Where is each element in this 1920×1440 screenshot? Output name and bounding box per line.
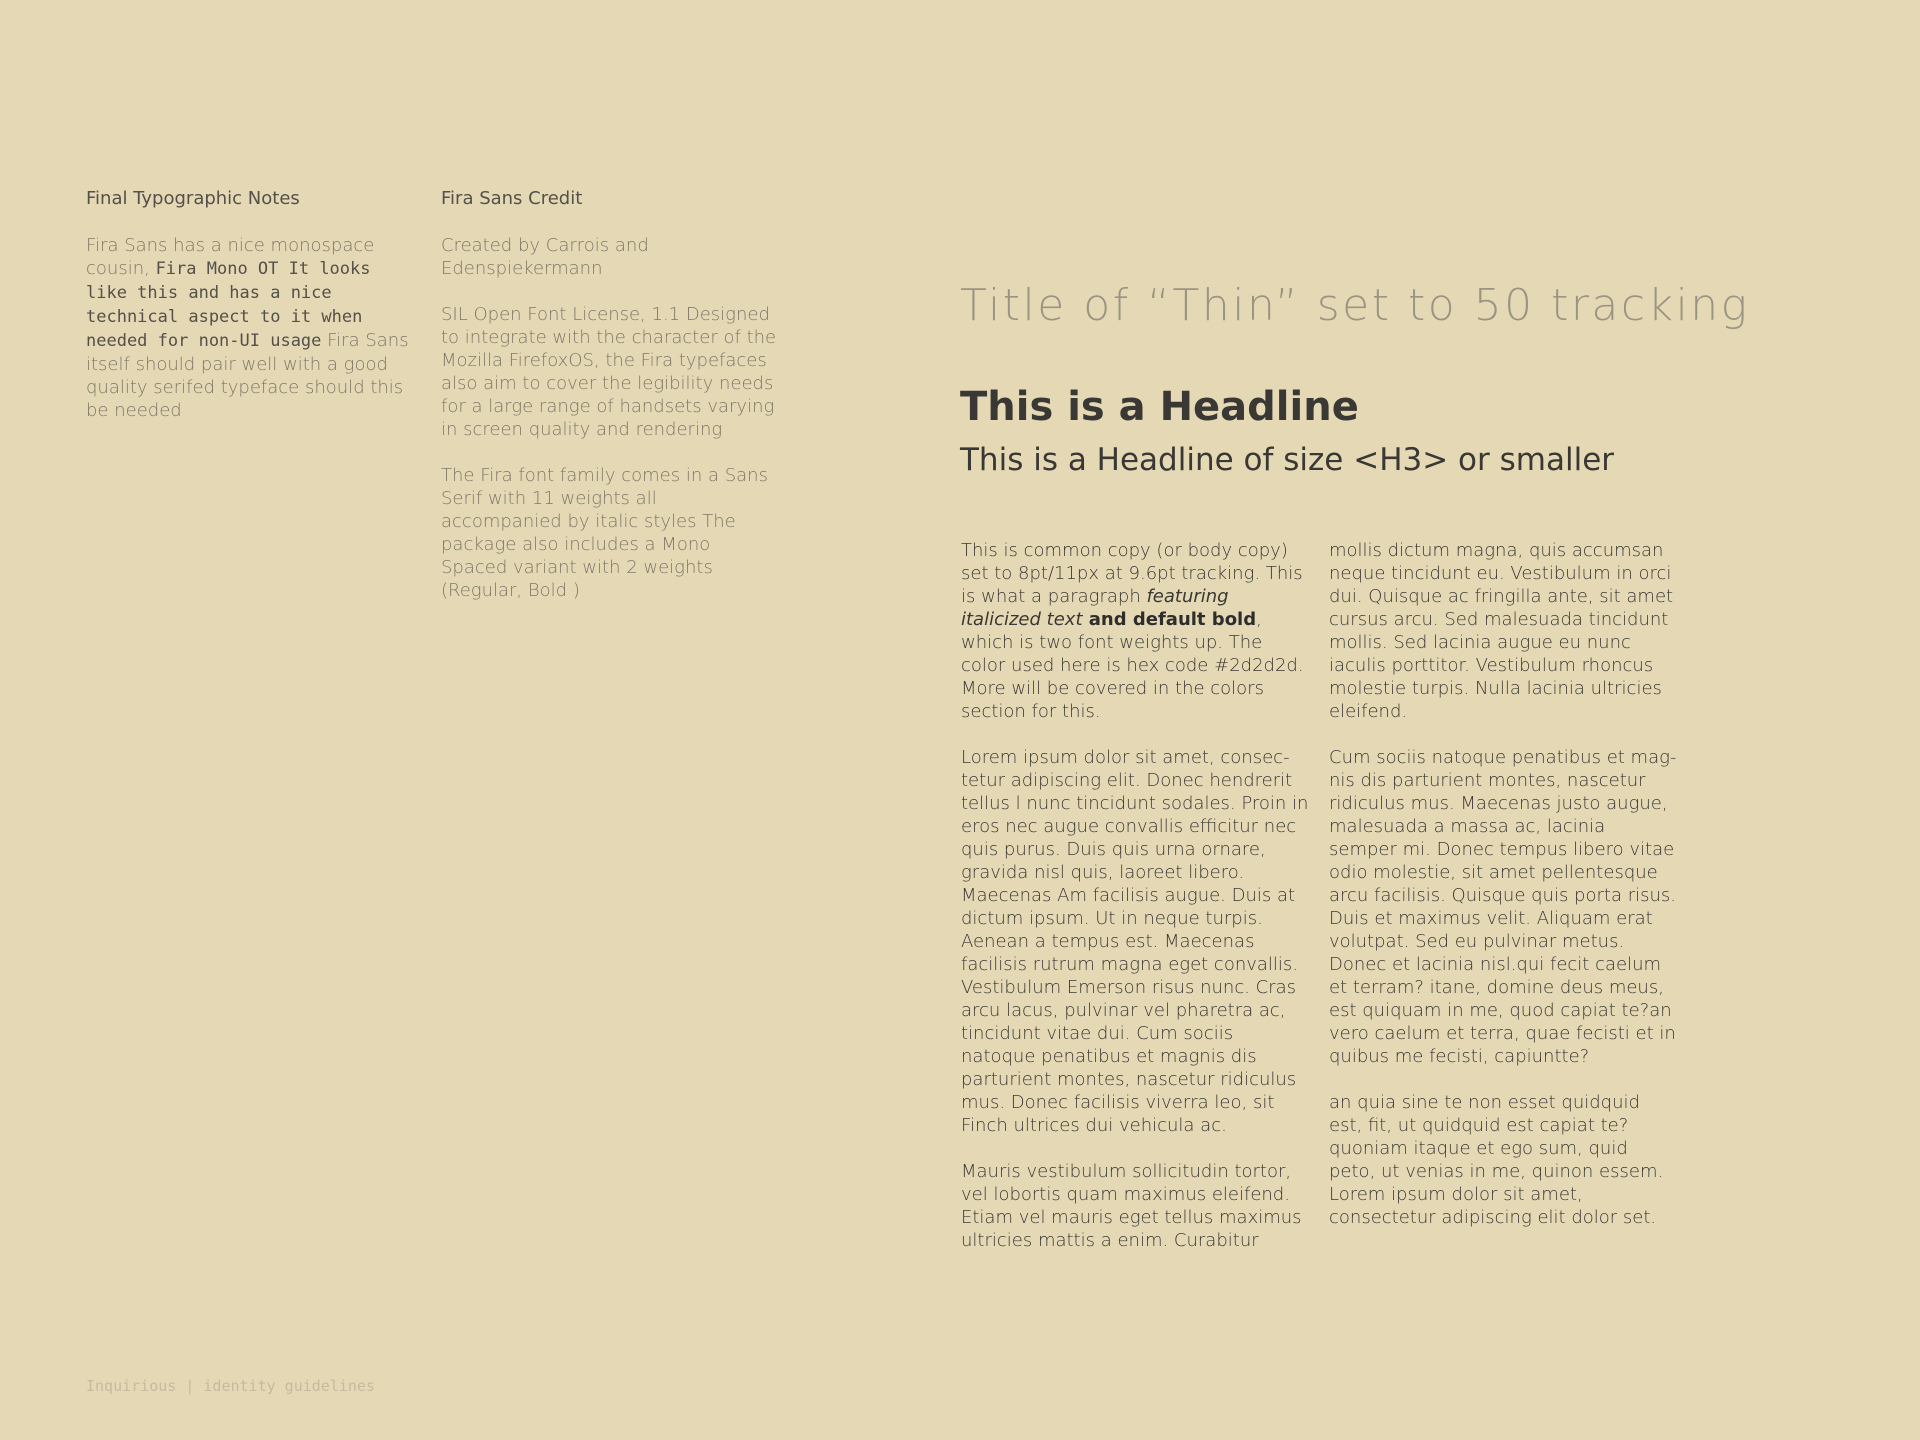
fira-mono-sample: Fira Mono OT It looks like this and has a nice technical aspect to it when needed for non-UI usage: [86, 259, 371, 351]
intro-text: This is common copy (or body copy) set to 8pt/11px at 9.6pt tracking. This is what a paragraph: [961, 540, 1303, 607]
headline-sample: This is a Headline: [960, 384, 1359, 430]
credit-paragraph: SIL Open Font License, 1.1 Designed to integrate with the character of the Mozilla FirefoxOS, the Fira typefaces also aim to cover the legibility needs for a large range of handsets varying in screen quality and rendering: [441, 304, 777, 440]
typographic-notes-heading: Final Typographic Notes: [86, 188, 300, 209]
page-footer: Inquirious | identity guidelines: [86, 1377, 375, 1395]
body-paragraph: Lorem ipsum dolor sit amet, consectetur adipiscing elit. Donec hendrerit tellus l nunc tincidunt sodales. Proin in eros nec augue convallis efficitur nec quis purus. Duis quis urna ornare, gravida nisl quis, laoreet libero. Maecenas Am facilisis augue. Duis at dictum ipsum. Ut in neque turpis. Aenean a tempus est. Maecenas facilisis rutrum magna eget convallis. Vestibulum Emerson risus nunc. Cras arcu lacus, pulvinar vel pharetra ac, tincidunt vitae dui. Cum sociis natoque penatibus et magnis dis parturient montes, nascetur ridiculus mus. Donec facilisis viverra leo, sit Finch ultrices dui vehicula ac.: [961, 747, 1309, 1136]
body-paragraph: Cum sociis natoque penatibus et magnis dis parturient montes, nascetur ridiculus mus. Maecenas justo augue, malesuada a massa ac, lacinia semper mi. Donec tempus libero vitae odio molestie, sit amet pellentesque arcu facilisis. Quisque quis porta risus. Duis et maximus velit. Aliquam erat volutpat. Sed eu pulvinar metus. Donec et lacinia nisl.qui fecit caelum et terram? itane, domine deus meus, est quiquam in me, quod capiat te?an vero caelum et terra, quae fecisti et in quibus me fecisti, capiuntte?: [1329, 747, 1677, 1067]
notes-text-lead: Fira Sans has a nice monospace cousin,: [86, 235, 375, 279]
thin-title: Title of “Thin” set to 50 tracking: [960, 280, 1750, 331]
fira-credit-text: [441, 234, 777, 625]
body-paragraph: mollis dictum magna, quis accumsan neque tincidunt eu. Vestibulum in orci dui. Quisque ac fringilla ante, sit amet cursus arcu. Sed malesuada tincidunt mollis. Sed lacinia augue eu nunc iaculis porttitor. Vestibulum rhoncus molestie turpis. Nulla lacinia ultricies eleifend.: [1329, 540, 1674, 722]
body-copy-column-1: [961, 539, 1309, 1275]
typographic-notes-text: [86, 234, 416, 422]
body-paragraph: an quia sine te non esset quidquid est, fit, ut quidquid est capiat te? quoniam itaque et ego sum, quid peto, ut venias in me, quinon essem. Lorem ipsum dolor sit amet, consectetur adipiscing elit dolor set.: [1329, 1092, 1664, 1228]
bold-sample: and default bold: [1082, 609, 1257, 630]
intro-text-end: , which is two font weights up. The color used here is hex code #2d2d2d. More will be covered in the colors section for this.: [961, 609, 1304, 722]
italic-sample: featuring italicized text: [961, 586, 1229, 630]
credit-paragraph: Created by Carrois and Edenspiekermann: [441, 235, 649, 279]
body-intro-paragraph: [961, 539, 1309, 723]
subheadline-sample: This is a Headline of size <H3> or smaller: [960, 442, 1615, 478]
notes-text-tail: Fira Sans itself should pair well with a good quality serifed typeface should this be needed: [86, 330, 409, 421]
body-paragraph: Mauris vestibulum sollicitudin tortor, vel lobortis quam maximus eleifend. Etiam vel mauris eget tellus maximus ultricies mattis a enim. Curabitur: [961, 1161, 1302, 1251]
credit-paragraph: The Fira font family comes in a Sans Serif with 11 weights all accompanied by italic styles The package also includes a Mono Spaced variant with 2 weights (Regular, Bold ): [441, 465, 768, 601]
fira-credit-heading: Fira Sans Credit: [441, 188, 583, 209]
body-copy-column-2: [1329, 539, 1677, 1252]
